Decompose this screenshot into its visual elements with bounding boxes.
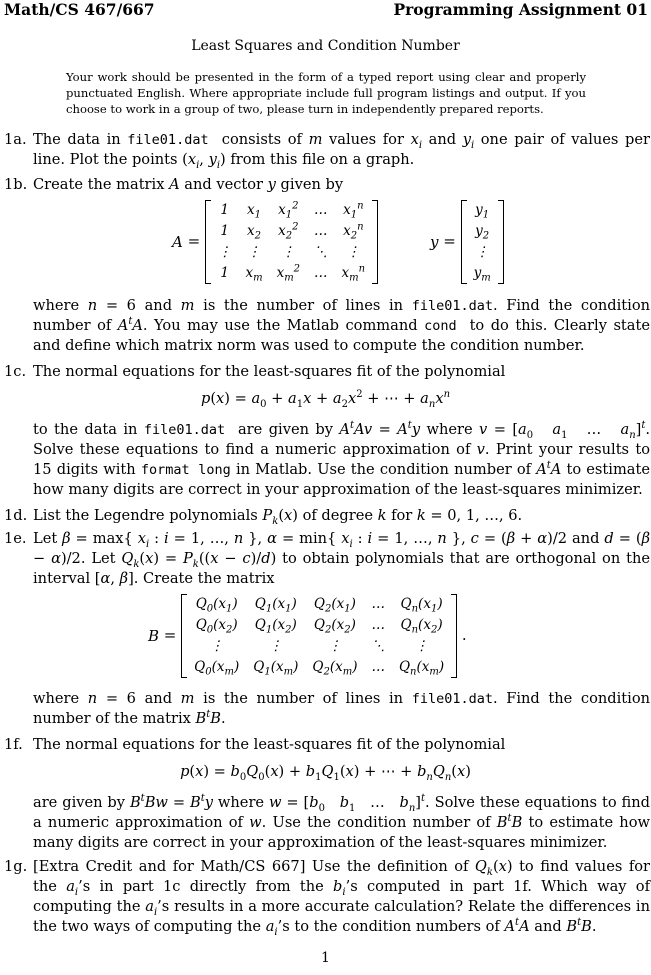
problem-text: where n = 6 and m is the number of lines in file01.dat. Find the condition number of the matrix $B^tB$. bbox=[33, 690, 651, 727]
problem-text: [Extra Credit and for Math/CS 667] Use the definition of $Q_k(x)$ to find values for the $a_i’s$ in part 1c directly from the $b_i’s$ computed in part 1f. Which way of computing the $a_i’s$ results in a more accurate calculation? Relate the differences in the two ways of computing the $a_i’s$ to the condition numbers of $A^tA$ and $B^tB$. bbox=[33, 858, 650, 938]
problem-text: The normal equations for the least-squares fit of the polynomial bbox=[33, 363, 506, 380]
matrix-b-display: B = $Q_0(x_1)$ $Q_1(x_1)$ $Q_2(x_1)$ … $Q_n(x_1)$ $Q_0(x_2)$ $Q_1(x_2)$ $Q_2(x_2)$ … $Q_n(x_2)$ ⋮ ⋮ ⋮ ⋱ ⋮ $Q_0(x_m)$ $Q_1(x_m)$ $Q_2(x_m)$ … $Q_n(x_m)$ . bbox=[148, 596, 467, 678]
problem-number: 1a. bbox=[4, 131, 27, 148]
matrix-a-display: A = 1 $x_1$ $x_1^2$ … $x_1^n$ 1 $x_2$ $x_2^2$ … $x_2^n$ ⋮ ⋮ ⋮ ⋱ ⋮ 1 $x_m$ $x_m^2$ … $x_m^n$ bbox=[172, 200, 378, 284]
page-title: Least Squares and Condition Number bbox=[191, 38, 460, 54]
matrix-a: 1 $x_1$ $x_1^2$ … $x_1^n$ 1 $x_2$ $x_2^2$ … $x_2^n$ ⋮ ⋮ ⋮ ⋱ ⋮ 1 $x_m$ $x_m^2$ … $x_m^n$ bbox=[205, 200, 378, 284]
problem-text: List the Legendre polynomials $P_k(x)$ of degree k for k = 0, 1, …, 6. bbox=[33, 507, 523, 527]
problem-text: where n = 6 and m is the number of lines in file01.dat. Find the condition number of $A^tA$. You may use the Matlab command cond to do this. Clearly state and define which matrix norm was used to compute the condition number. bbox=[33, 297, 651, 354]
problem-text: are given by $B^tBw = B^ty$ where $w = [b_0$ $b_1$ … $b_n]^t$. Solve these equations to find a numeric approximation of w. Use the condition number of $B^tB$ to estimate how many digits are correct in your approximation of the least-squares minimizer. bbox=[33, 793, 650, 851]
problem-number: 1e. bbox=[4, 530, 27, 547]
instructions: Your work should be presented in the form of a typed report using clear and properly punctuated English. Where appropriate include full program listings and output. If you choose to work in a group of two, please turn in independently prepared reports. bbox=[66, 70, 586, 117]
vector-y: $y_1$ $y_2$ ⋮ $y_m$ bbox=[461, 200, 504, 284]
course-header: Math/CS 467/667 bbox=[4, 0, 155, 19]
problem-number: 1b. bbox=[4, 176, 28, 193]
problem-text: The data in file01.dat consists of m values for $x_i$ and $y_i$ one pair of values per line. Plot the points ($x_i$, $y_i$) from this file on a graph. bbox=[33, 131, 650, 171]
problem-text: to the data in file01.dat are given by $A^tAv = A^ty$ where $v = [a_0$ $a_1$ … $a_n]^t$. Solve these equations to find a numeric approximation of v. Print your results to 15 digits with format long in Matlab. Use the condition number of $A^tA$ to estimate how many digits are correct in your approximation of the least-squares minimizer. bbox=[33, 420, 651, 498]
page-number: 1 bbox=[321, 950, 330, 966]
problem-text: Let β = max{ $x_i$ : i = 1, …, n }, α = min{ $x_i$ : i = 1, …, n }, c = (β + α)/2 and d = (β − α)/2. Let $Q_k(x) = P_k((x - c)/d)$ to obtain polynomials that are orthogonal on the interval [α, β]. Create the matrix bbox=[33, 530, 651, 587]
problem-number: 1d. bbox=[4, 507, 28, 524]
matrix-b: $Q_0(x_1)$ $Q_1(x_1)$ $Q_2(x_1)$ … $Q_n(x_1)$ $Q_0(x_2)$ $Q_1(x_2)$ $Q_2(x_2)$ … $Q_n(x_2)$ ⋮ ⋮ ⋮ ⋱ ⋮ $Q_0(x_m)$ $Q_1(x_m)$ $Q_2(x_m)$ … $Q_n(x_m)$ bbox=[181, 594, 457, 678]
problem-number: 1f. bbox=[4, 736, 23, 753]
problem-text: Create the matrix A and vector y given by bbox=[33, 176, 344, 193]
assignment-header: Programming Assignment 01 bbox=[393, 0, 648, 19]
vector-y-display: y = $y_1$ $y_2$ ⋮ $y_m$ bbox=[430, 200, 504, 284]
problem-text: The normal equations for the least-squares fit of the polynomial bbox=[33, 736, 506, 753]
polynomial-p-legendre: $p(x) = b_0Q_0(x) + b_1Q_1(x)$ + ⋯ + $b_nQ_n(x)$ bbox=[180, 763, 471, 783]
problem-number: 1g. bbox=[4, 858, 28, 875]
polynomial-p-monomial: $p(x) = a_0 + a_1x + a_2x^2$ + ⋯ + $a_nx^n$ bbox=[200, 389, 451, 410]
problem-number: 1c. bbox=[4, 363, 27, 380]
